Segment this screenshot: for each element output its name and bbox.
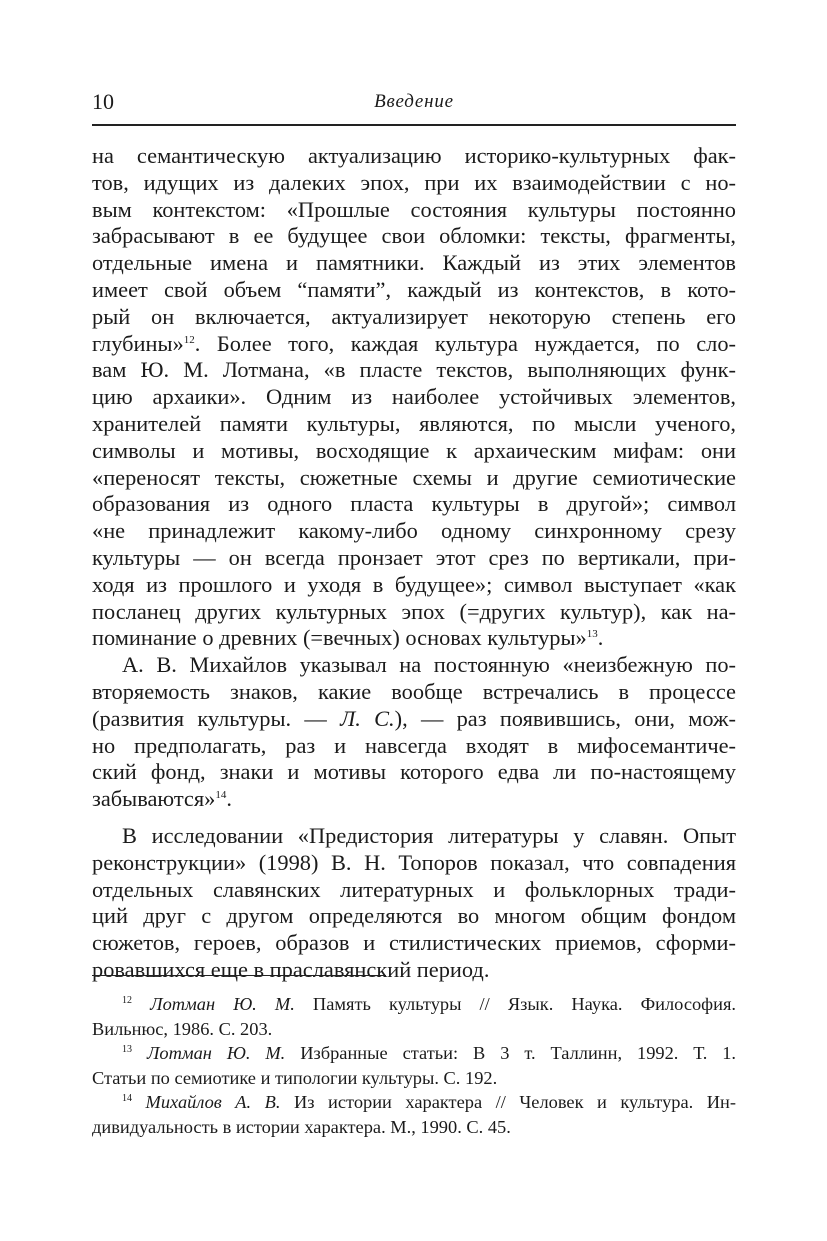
footnote-line: $^{12}$ Лотман Ю. М. Память культуры // Язык. Наука. Философия. [122,994,736,1014]
paragraph-3 [92,823,736,984]
footnote-number: 14 [122,1093,132,1104]
text-line: В исследовании «Предистория литературы у славян. Опыт [122,822,736,848]
paragraph-2 [92,652,736,813]
section-title: Введение [374,91,454,112]
text-line: имеет свой объем “памяти”, каждый из контекстов, в кото- [92,276,736,302]
footnote-number: 13 [122,1044,132,1055]
text-line: глубины»$^{12}$. Более того, каждая культура нуждается, по сло- [92,330,736,356]
text-line: ский фонд, знаки и мотивы которого едва ли по-настоящему [92,759,736,785]
footnote-12 [92,992,736,1041]
footnote-author: Михайлов А. В. [145,1092,281,1112]
text-line: ровавшихся еще в праславянский период. [92,956,490,982]
text-line: хранителей памяти культуры, являются, по мысли ученого, [92,410,736,436]
paragraph-gap [92,813,736,823]
footnote-number: 12 [122,995,132,1006]
text-line: рый он включается, актуализирует некоторую степень его [92,303,736,329]
text-line: вым контекстом: «Прошлые состояния культуры постоянно [92,196,736,222]
footnote-rule [92,975,386,976]
footnote-ref-12[interactable]: 12 [183,333,195,346]
text-line: отдельных славянских литературных и фольклорных тради- [92,876,736,902]
text-line: забываются»$^{14}$. [92,786,232,812]
footnote-ref-13[interactable]: 13 [586,628,598,641]
footnote-13 [92,1041,736,1090]
page-number: 10 [92,89,114,114]
text-line: культуры — он всегда пронзает этот срез по вертикали, при- [92,544,736,570]
text-line: «переносят тексты, сюжетные схемы и другие семиотические [92,464,736,490]
footnote-line: $^{14}$ Михайлов А. В. Из истории характера // Человек и культура. Ин- [122,1092,736,1112]
text-line: образования из одного пласта культуры в другой»; символ [92,491,736,517]
text-line: ций друг с другом определяются во многом общим фондом [92,903,736,929]
text-line: посланец других культурных эпох (=других культур), как на- [92,598,736,624]
footnote-line: Статьи по семиотике и типологии культуры. С. 192. [92,1067,498,1088]
text-line: А. В. Михайлов указывал на постоянную «неизбежную по- [122,652,736,678]
footnote-author: Лотман Ю. М. [150,994,295,1014]
main-text [92,143,736,984]
text-line: на семантическую актуализацию историко-культурных фак- [92,143,736,168]
footnotes [92,992,736,1139]
text-line: но предполагать, раз и навсегда входят в мифосемантиче- [92,732,736,758]
running-head [92,86,736,118]
text-line: (развития культуры. — Л. С.), — раз появившись, они, мож- [92,705,736,731]
text-line: сюжетов, героев, образов и стилистических приемов, сформи- [92,930,736,956]
text-line: «не принадлежит какому-либо одному синхронному срезу [92,518,736,544]
text-line: вторяемость знаков, какие вообще встречались в процессе [92,678,736,704]
text-line: забрасывают в ее будущее свои обломки: тексты, фрагменты, [92,223,736,249]
text-line: тов, идущих из далеких эпох, при их взаимодействии с но- [92,169,736,195]
text-line: поминание о древних (=вечных) основах культуры»$^{13}$. [92,625,604,651]
text-line: вам Ю. М. Лотмана, «в пласте текстов, выполняющих функ- [92,357,736,383]
text-line: ходя из прошлого и уходя в будущее»; символ выступает «как [92,571,736,597]
footnote-line: Вильнюс, 1986. С. 203. [92,1018,273,1039]
text-line: символы и мотивы, восходящие к архаическим мифам: они [92,437,736,463]
header-rule [92,124,736,126]
footnote-ref-14[interactable]: 14 [215,789,227,802]
footnote-line: дивидуальность в истории характера. М., 1990. С. 45. [92,1116,511,1137]
footnote-14 [92,1090,736,1139]
footnote-line: $^{13}$ Лотман Ю. М. Избранные статьи: В 3 т. Таллинн, 1992. Т. 1. [122,1043,736,1063]
text-line: цию архаики». Одним из наиболее устойчивых элементов, [92,384,736,410]
footnote-author: Лотман Ю. М. [146,1043,286,1063]
text-line: отдельные имена и памятники. Каждый из этих элементов [92,250,736,276]
paragraph-1 [92,143,736,652]
text-line: реконструкции» (1998) В. Н. Топоров показал, что совпадения [92,849,736,875]
